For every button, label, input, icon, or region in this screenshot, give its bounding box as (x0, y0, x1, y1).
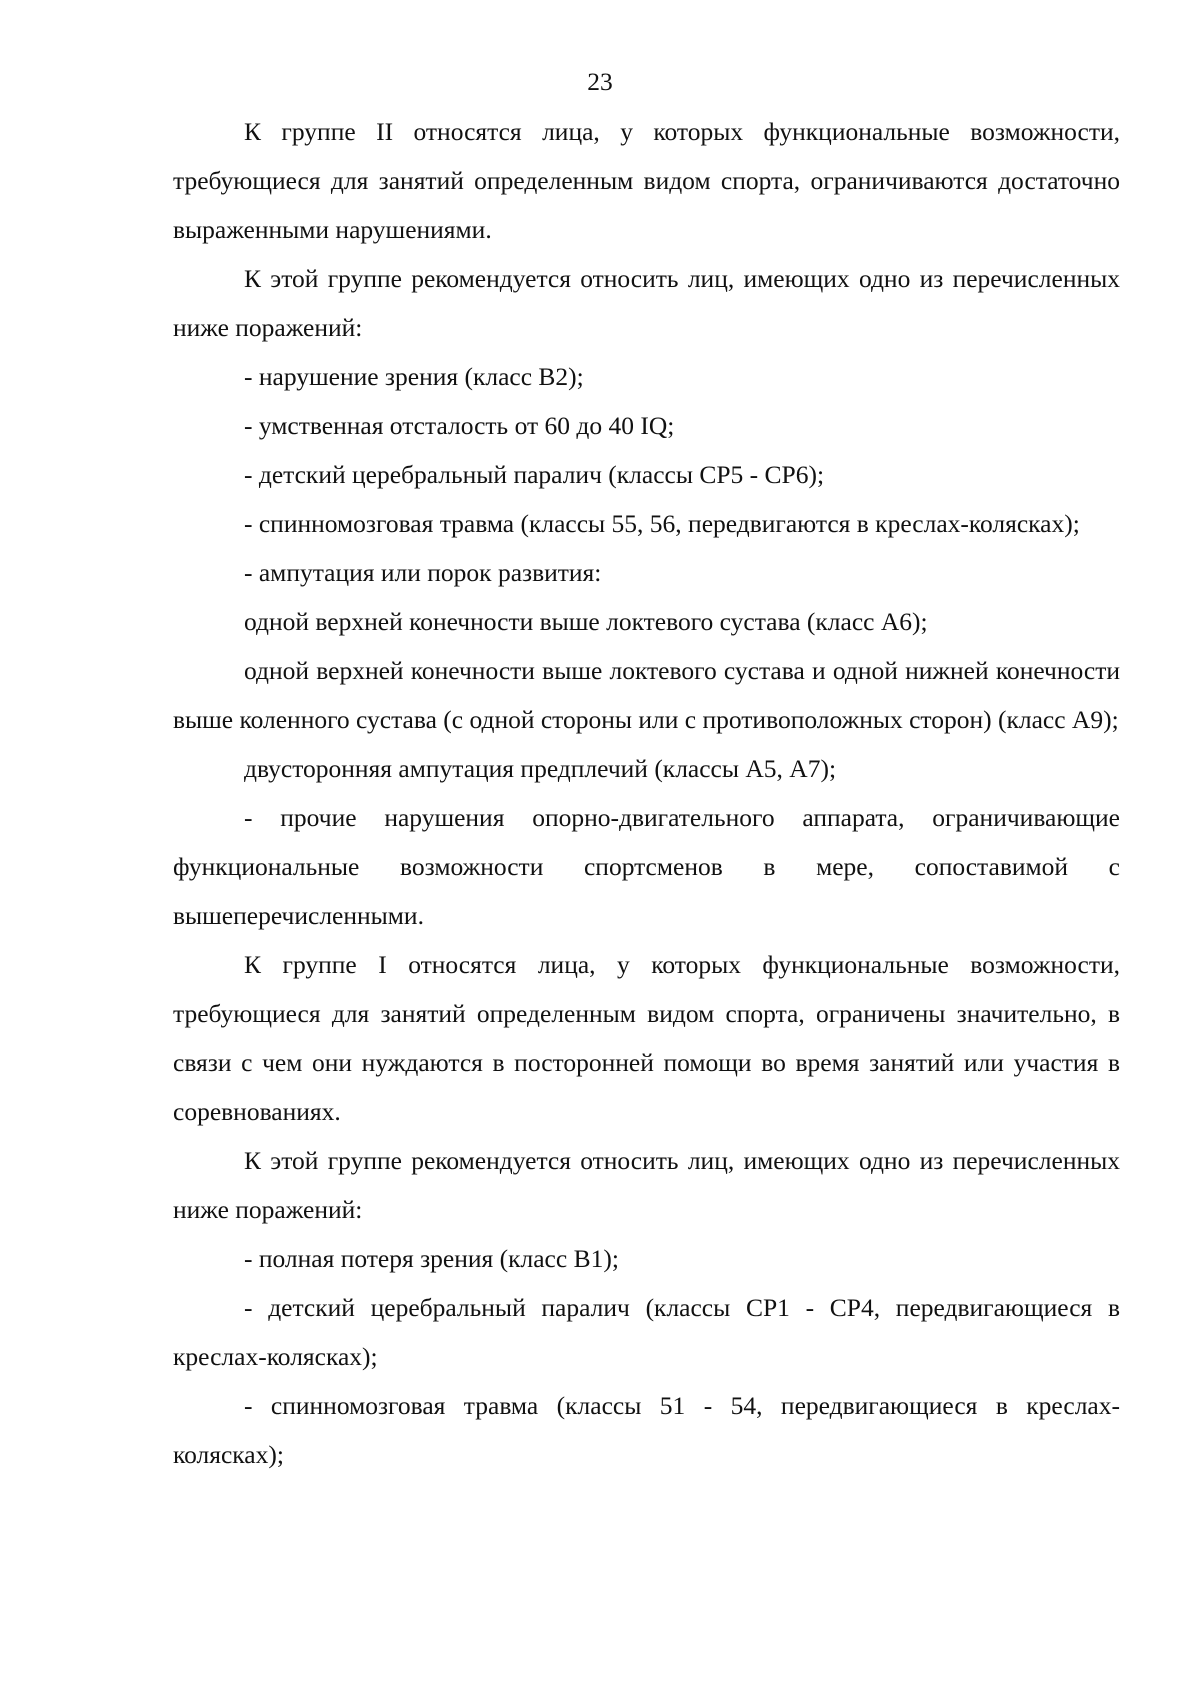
document-body (173, 107, 1120, 1479)
list-item: - детский церебральный паралич (классы СР1 - СР4, передвигающиеся в креслах-колясках); (173, 1293, 1120, 1371)
list-item: - детский церебральный паралич (классы СР5 - СР6); (244, 460, 825, 489)
list-item: - ампутация или порок развития: (244, 558, 602, 587)
sub-list-item: одной верхней конечности выше локтевого сустава и одной нижней конечности выше коленного сустава (с одной стороны или с противоположных сторон) (класс А9); (173, 656, 1120, 734)
paragraph: К группе II относятся лица, у которых функциональные возможности, требующиеся для занятий определенным видом спорта, ограничиваются достаточно выраженными нарушениями. (173, 117, 1120, 244)
paragraph: К группе I относятся лица, у которых функциональные возможности, требующиеся для занятий определенным видом спорта, ограничены значительно, в связи с чем они нуждаются в посторонней помощи во время занятий или участия в соревнованиях. (173, 950, 1120, 1126)
sub-list-item: одной верхней конечности выше локтевого сустава (класс А6); (244, 607, 928, 636)
list-item: - нарушение зрения (класс В2); (244, 362, 584, 391)
paragraph: К этой группе рекомендуется относить лиц, имеющих одно из перечисленных ниже поражений: (173, 1146, 1120, 1224)
sub-list-item: двусторонняя ампутация предплечий (классы А5, А7); (244, 754, 837, 783)
list-item: - спинномозговая травма (классы 55, 56, передвигаются в креслах-колясках); (244, 509, 1080, 538)
list-item: - спинномозговая травма (классы 51 - 54, передвигающиеся в креслах-колясках); (173, 1391, 1120, 1469)
list-item: - прочие нарушения опорно-двигательного аппарата, ограничивающие функциональные возможности спортсменов в мере, сопоставимой с вышеперечисленными. (173, 803, 1120, 930)
page-number: 23 (587, 67, 613, 96)
list-item: - умственная отсталость от 60 до 40 IQ; (244, 411, 675, 440)
list-item: - полная потеря зрения (класс В1); (244, 1244, 619, 1273)
paragraph: К этой группе рекомендуется относить лиц, имеющих одно из перечисленных ниже поражений: (173, 264, 1120, 342)
